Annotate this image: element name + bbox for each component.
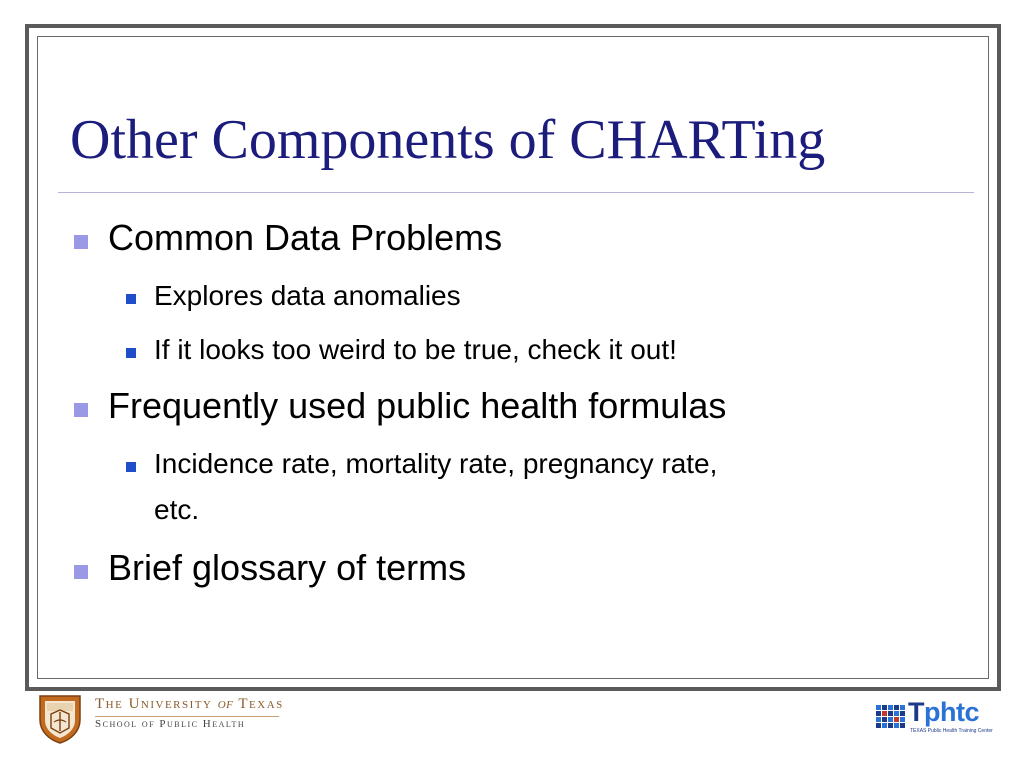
tphtc-wordmark (908, 697, 979, 728)
tphtc-grid-icon (876, 703, 906, 733)
bullet-marker (74, 403, 88, 417)
slide-title: Other Components of CHARTing (70, 109, 826, 171)
tphtc-wordmark-rest: phtc (924, 697, 979, 727)
bullet-marker (74, 235, 88, 249)
ut-name-suffix: Texas (238, 696, 284, 712)
tphtc-subtitle: TEXAS Public Health Training Center (910, 728, 993, 734)
school-name: School of Public Health (95, 718, 246, 730)
ut-shield-logo (38, 694, 82, 744)
sub-bullet-item: If it looks too weird to be true, check it out! (154, 334, 677, 365)
ut-divider (95, 716, 279, 717)
sub-bullet-item: Incidence rate, mortality rate, pregnancy rate, (154, 448, 718, 479)
ut-name-prefix: The University (95, 696, 213, 712)
sub-bullet-item-continuation: etc. (154, 494, 200, 525)
sub-bullet-marker (126, 348, 136, 358)
bullet-item: Common Data Problems (108, 217, 503, 258)
ut-name (95, 696, 284, 713)
sub-bullet-item: Explores data anomalies (154, 280, 461, 311)
bullet-item: Frequently used public health formulas (108, 385, 727, 426)
bullet-item: Brief glossary of terms (108, 547, 467, 588)
tphtc-logo (876, 697, 993, 737)
sub-bullet-marker (126, 294, 136, 304)
bullet-marker (74, 565, 88, 579)
sub-bullet-marker (126, 462, 136, 472)
ut-name-of: of (217, 696, 234, 712)
tphtc-wordmark-t: T (908, 697, 924, 727)
